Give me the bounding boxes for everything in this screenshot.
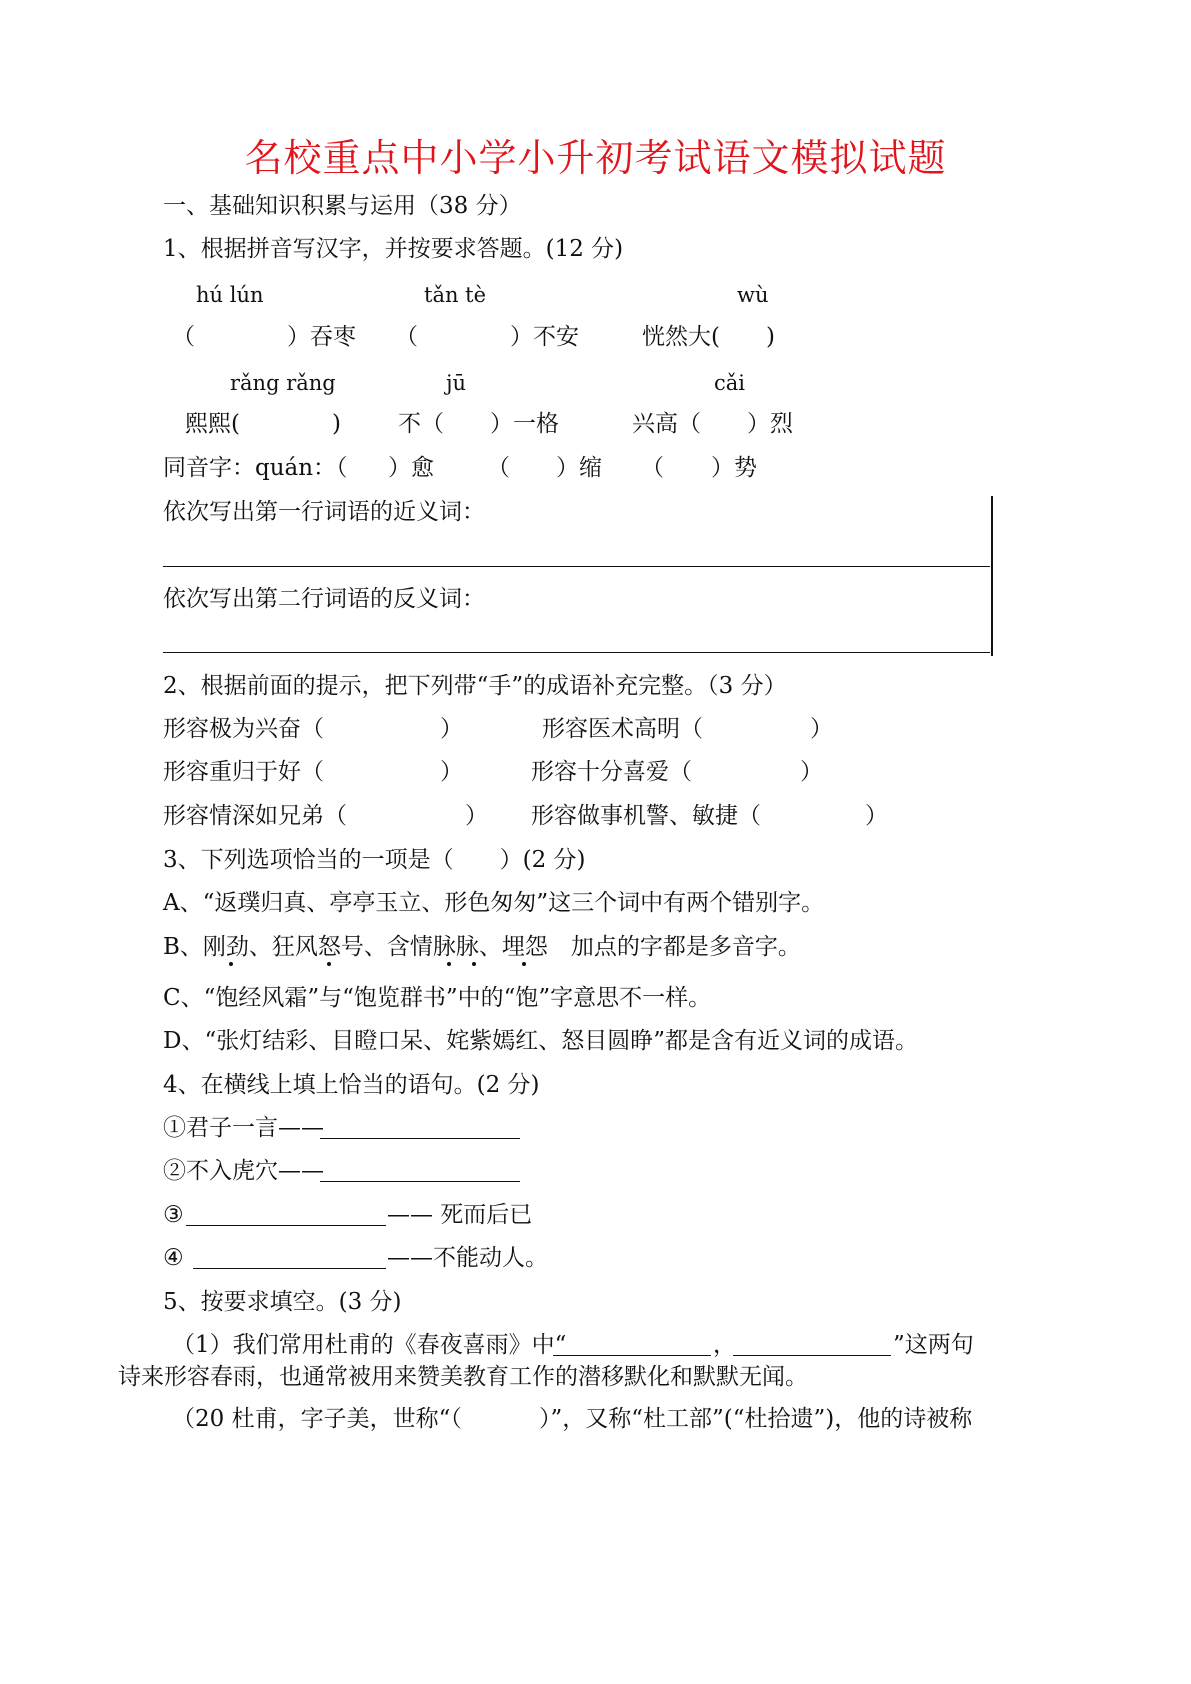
idiom-prompt-3: 形容重归于好（ <box>163 759 324 785</box>
homophone-suo[interactable]: ）缩 <box>556 455 602 481</box>
q3-option-a[interactable]: A、“返璞归真、亭亭玉立、形色匆匆”这三个词中有两个错别字。 <box>163 890 825 916</box>
q4-item-3-text: —— 死而后已 <box>387 1202 533 1228</box>
q3-option-b[interactable]: B、刚劲、狂风怒号、含情脉脉、埋怨 加点的字都是多音字。 <box>163 934 801 960</box>
idiom-prompt-2: 形容医术高明（ <box>542 716 703 742</box>
idiom-prompt-1: 形容极为兴奋（ <box>163 716 324 742</box>
emphasis-dot <box>522 962 526 966</box>
idiom-blank-4[interactable]: ） <box>800 759 823 785</box>
q4-blank-1[interactable] <box>320 1138 520 1139</box>
margin-rule <box>991 496 993 656</box>
emphasis-dot <box>472 962 476 966</box>
blank-tante[interactable]: （ ）不安 <box>395 324 579 350</box>
homophone-yu[interactable]: ）愈 <box>388 455 434 481</box>
pinyin-tante: tǎn tè <box>424 283 487 307</box>
q5-heading: 5、按要求填空。(3 分) <box>163 1289 402 1315</box>
q5-blank-1[interactable] <box>553 1355 711 1356</box>
idiom-blank-6[interactable]: ） <box>865 803 888 829</box>
q4-blank-3[interactable] <box>186 1225 386 1226</box>
synonym-answer-line[interactable] <box>163 566 990 567</box>
antonym-prompt: 依次写出第二行词语的反义词： <box>163 586 485 612</box>
blank-hulun[interactable]: （ ）吞枣 <box>172 324 356 350</box>
blank-ju[interactable]: 不（ ）一格 <box>398 411 559 437</box>
section-heading: 一、基础知识积累与运用（38 分） <box>163 193 522 219</box>
antonym-answer-line[interactable] <box>163 652 990 653</box>
pinyin-cai: cǎi <box>714 371 745 395</box>
q5-p1-start: （1）我们常用杜甫的《春夜喜雨》中“ <box>172 1332 567 1358</box>
emphasis-dot <box>447 962 451 966</box>
q4-heading: 4、在横线上填上恰当的语句。(2 分) <box>163 1072 540 1098</box>
q3-option-c[interactable]: C、“饱经风霜”与“饱览群书”中的“饱”字意思不一样。 <box>163 985 712 1011</box>
emphasis-dot <box>229 962 233 966</box>
q4-blank-2[interactable] <box>320 1181 520 1182</box>
q4-item-1: ①君子一言—— <box>163 1115 324 1141</box>
q5-p1-comma: ， <box>713 1332 736 1358</box>
q4-item-2: ②不入虎穴—— <box>163 1158 324 1184</box>
emphasis-dot <box>327 962 331 966</box>
homophone-shi[interactable]: ）势 <box>711 455 757 481</box>
pinyin-ju: jū <box>446 371 467 395</box>
idiom-prompt-4: 形容十分喜爱（ <box>531 759 692 785</box>
idiom-blank-1[interactable]: ） <box>440 716 463 742</box>
homophone-open-2: （ <box>487 455 510 481</box>
idiom-blank-3[interactable]: ） <box>440 759 463 785</box>
q5-p1-end: ”这两句 <box>893 1332 974 1358</box>
q4-item-4-text: ——不能动人。 <box>387 1245 548 1271</box>
pinyin-rangrang: rǎng rǎng <box>230 371 336 395</box>
q4-blank-4[interactable] <box>193 1268 386 1269</box>
q5-p2-end: ）”，又称“杜工部”(“杜拾遗”)，他的诗被称 <box>539 1406 973 1432</box>
q2-heading: 2、根据前面的提示，把下列带“手”的成语补充完整。（3 分） <box>163 673 787 699</box>
q5-blank-2[interactable] <box>733 1355 891 1356</box>
pinyin-hulun: hú lún <box>196 283 264 307</box>
pinyin-wu: wù <box>737 283 769 307</box>
idiom-blank-2[interactable]: ） <box>810 716 833 742</box>
q3-heading: 3、下列选项恰当的一项是（ ）(2 分) <box>163 847 586 873</box>
q4-item-4-num: ④ <box>163 1245 184 1271</box>
q1-heading: 1、根据拼音写汉字，并按要求答题。(12 分) <box>163 236 624 262</box>
idiom-prompt-6: 形容做事机警、敏捷（ <box>531 803 761 829</box>
blank-cai[interactable]: 兴高（ ）烈 <box>632 411 793 437</box>
idiom-prompt-5: 形容情深如兄弟（ <box>163 803 347 829</box>
synonym-prompt: 依次写出第一行词语的近义词： <box>163 499 485 525</box>
q3-option-d[interactable]: D、“张灯结彩、目瞪口呆、姹紫嫣红、怒目圆睁”都是含有近义词的成语。 <box>163 1028 918 1054</box>
q5-p1-line2: 诗来形容春雨，也通常被用来赞美教育工作的潜移默化和默默无闻。 <box>118 1364 808 1390</box>
blank-wu[interactable]: 恍然大( ) <box>642 324 775 350</box>
idiom-blank-5[interactable]: ） <box>465 803 488 829</box>
page-title: 名校重点中小学小升初考试语文模拟试题 <box>244 136 947 180</box>
q4-item-3-num: ③ <box>163 1202 184 1228</box>
homophone-label: 同音字：quán：（ <box>163 455 348 481</box>
blank-rangrang[interactable]: 熙熙( ) <box>185 411 341 437</box>
homophone-open-3: （ <box>641 455 664 481</box>
q5-p2-start: （20 杜甫，字子美，世称“（ <box>172 1406 462 1432</box>
